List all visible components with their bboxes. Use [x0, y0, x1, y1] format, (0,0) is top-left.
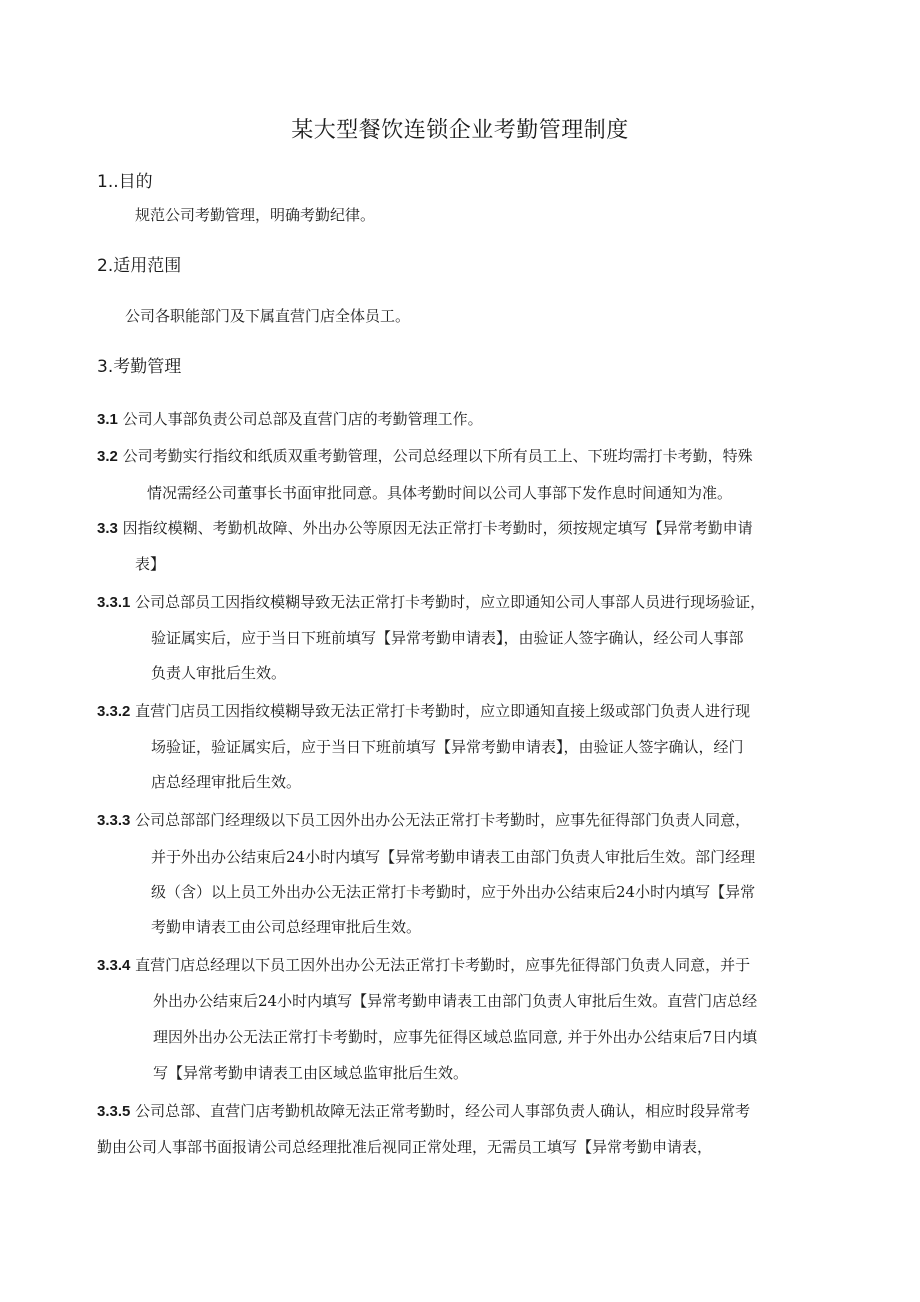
item-3-2-line-2: 情况需经公司董事长书面审批同意。具体考勤时间以公司人事部下发作息时间通知为准。 [147, 484, 733, 502]
item-3-3-1-line-2: 验证属实后，应于当日下班前填写【异常考勤申请表】，由验证人签字确认，经公司人事部 [151, 629, 744, 647]
item-text: 公司总部部门经理级以下员工因外出办公无法正常打卡考勤时，应事先征得部门负责人同意， [135, 811, 751, 829]
item-number: 3.3.1 [97, 594, 131, 611]
item-text: 直营门店总经理以下员工因外出办公无法正常打卡考勤时，应事先征得部门负责人同意，并于 [135, 956, 751, 974]
item-3-3-5 [97, 1100, 750, 1121]
item-number: 3.3 [97, 520, 118, 537]
item-3-3-3 [97, 809, 750, 830]
item-3-3-1-line-3: 负责人审批后生效。 [151, 664, 287, 682]
item-3-3-4-line-2: 外出办公结束后24小时内填写【异常考勤申请表工由部门负责人审批后生效。直营门店总经 [153, 992, 758, 1010]
item-3-3-3-line-3: 级（含）以上员工外出办公无法正常打卡考勤时，应于外出办公结束后24小时内填写【异常 [151, 883, 756, 901]
section-1-body: 规范公司考勤管理，明确考勤纪律。 [135, 206, 376, 224]
item-number: 3.3.2 [97, 703, 131, 720]
section-1-heading: 1..目的 [97, 172, 153, 192]
item-3-3-3-line-2: 并于外出办公结束后24小时内填写【异常考勤申请表工由部门负责人审批后生效。部门经理 [151, 848, 756, 866]
item-text: 直营门店员工因指纹模糊导致无法正常打卡考勤时，应立即通知直接上级或部门负责人进行现 [135, 702, 751, 720]
item-3-3-3-line-4: 考勤申请表工由公司总经理审批后生效。 [151, 918, 422, 936]
item-text: 公司人事部负责公司总部及直营门店的考勤管理工作。 [122, 410, 483, 428]
item-3-3-line-2: 表】 [135, 555, 166, 573]
item-number: 3.3.5 [97, 1103, 131, 1120]
item-3-3-5-line-2: 勤由公司人事部书面报请公司总经理批准后视同正常处理，无需员工填写【异常考勤申请表， [97, 1138, 713, 1156]
item-3-3-4 [97, 954, 750, 975]
item-3-3-4-line-3: 理因外出办公无法正常打卡考勤时，应事先征得区域总监同意, 并于外出办公结束后7日内填 [153, 1028, 758, 1046]
item-number: 3.3.4 [97, 957, 131, 974]
item-3-3-2 [97, 700, 750, 721]
item-number: 3.1 [97, 411, 118, 428]
section-2-heading: 2.适用范围 [97, 256, 182, 276]
item-text: 公司考勤实行指纹和纸质双重考勤管理，公司总经理以下所有员工上、下班均需打卡考勤，特殊 [122, 447, 753, 465]
item-3-1 [97, 408, 483, 429]
item-number: 3.2 [97, 448, 118, 465]
item-3-3-2-line-3: 店总经理审批后生效。 [151, 773, 302, 791]
section-2-body: 公司各职能部门及下属直营门店全体员工。 [125, 307, 411, 325]
item-text: 因指纹模糊、考勤机故障、外出办公等原因无法正常打卡考勤时，须按规定填写【异常考勤申请 [122, 519, 753, 537]
section-3-heading: 3.考勤管理 [97, 357, 182, 377]
item-number: 3.3.3 [97, 812, 131, 829]
item-text: 公司总部、直营门店考勤机故障无法正常考勤时，经公司人事部负责人确认，相应时段异常考 [135, 1102, 751, 1120]
item-3-3-2-line-2: 场验证，验证属实后，应于当日下班前填写【异常考勤申请表】，由验证人签字确认，经门 [151, 738, 744, 756]
item-3-2 [97, 445, 753, 466]
item-3-3-1 [97, 591, 765, 612]
item-3-3-4-line-4: 写【异常考勤申请表工由区域总监审批后生效。 [153, 1064, 469, 1082]
document-title: 某大型餐饮连锁企业考勤管理制度 [291, 118, 629, 143]
item-text: 公司总部员工因指纹模糊导致无法正常打卡考勤时，应立即通知公司人事部人员进行现场验证， [135, 593, 766, 611]
item-3-3 [97, 517, 753, 538]
